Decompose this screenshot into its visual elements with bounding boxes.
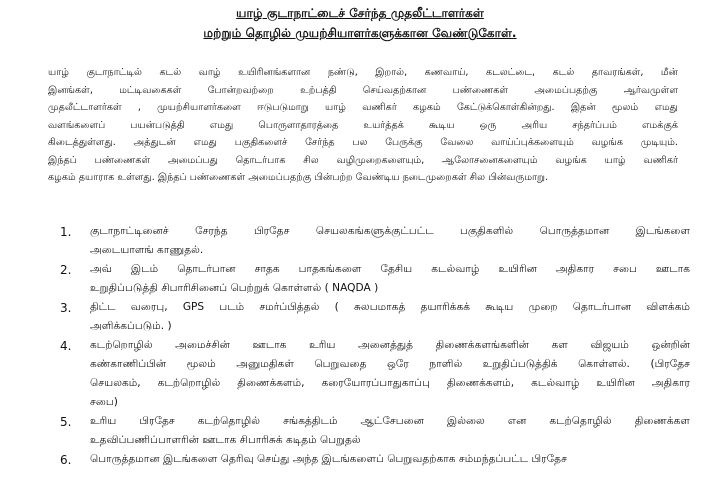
document-title-line-1: யாழ் குடாநாட்டைச் சேர்ந்த முதலீட்டாளர்கள் xyxy=(236,6,484,20)
list-item-number: 3. xyxy=(60,301,72,315)
list-item-number: 4. xyxy=(60,339,72,353)
list-item-line: உதவிப்பணிப்பாளரின் ஊடாக சிபாரிசுக் கடிதம் பெறுதல் xyxy=(90,434,361,446)
list-item-text xyxy=(90,336,690,412)
list-item-line: அடையாளங் காணுதல். xyxy=(90,244,204,256)
list-item-line: கடற்றொழில் அமைச்சின் ஊடாக உரிய அனைத்துத் திணைக்களங்களின் கள விஜயம் ஒன்றின் xyxy=(90,339,690,351)
intro-line: இந்தப் பண்ணைகள் அமைப்பது தொடர்பாக சில வழிமுறைகளையும், ஆலோசனைகளையும் வழங்க யாழ் வணிகர் xyxy=(48,154,678,166)
list-item-number: 2. xyxy=(60,263,72,277)
list-item-text xyxy=(90,222,690,260)
list-item-number: 6. xyxy=(60,453,72,467)
intro-line: கிடைத்துள்ளது. அத்துடன் எமது பகுதிகளைச் சேர்ந்த பல பேருக்கு வேலை வாய்ப்புக்களையும் வழங்க முடியும். xyxy=(48,137,678,148)
document-title-line-2: மற்றும் தொழில் முயற்சியாளர்களுக்கான வேண்டுகோள். xyxy=(203,26,517,40)
list-item-text xyxy=(90,412,690,450)
list-item-line: அளிக்கப்படும். ) xyxy=(90,320,172,332)
list-item-line: சபை) xyxy=(90,396,118,408)
list-item-line: திட்ட வரைபு, GPS படம் சமர்ப்பித்தல் ( சுலபமாகத் தயாரிக்கக் கூடிய முறை தொடர்பான விளக்கம் xyxy=(90,301,690,313)
list-item-line: அவ் இடம் தொடர்பான சாதக பாதகங்களை தேசிய கடல்வாழ் உயிரின அதிகார சபை ஊடாக xyxy=(90,263,690,275)
list-item-text xyxy=(90,298,690,336)
list-item-line: உரிய பிரதேச கடற்தொழில் சங்கத்திடம் ஆட்சேபனை இல்லை என கடற்தொழில் திணைக்கள xyxy=(90,415,690,427)
intro-line: இனங்கள், மட்டிவகைகள் போன்றவற்றை உற்பத்தி செய்வதற்கான பண்ணைகள் அமைப்பதற்கு ஆர்வமுள்ள xyxy=(48,84,678,96)
list-item-number: 1. xyxy=(60,225,72,239)
intro-line: முதலீட்டாளர்கள் , முயற்சியாளர்களை ஈடுபடுமாறு யாழ் வணிகர் கழகம் கேட்டுக்கொள்கின்றது. இதன் மூலம் எமது xyxy=(48,102,678,113)
intro-line: கழகம் தயாராக உள்ளது. இந்தப் பண்ணைகள் அமைப்பதற்கு பின்பற்ற வேண்டிய நடைமுறைகள் சில பின்வருமாறு. xyxy=(48,172,549,183)
list-item-line: பொருத்தமான இடங்களை தெரிவு செய்து அந்த இடங்களைப் பெறுவதற்காக சம்மந்தப்பட்ட பிரதேச xyxy=(90,453,567,465)
list-item-text xyxy=(90,260,690,298)
list-item-line: செயலகம், கடற்றொழில் திணைக்களம், கரையோரப்பாதுகாப்பு திணைக்களம், கடல்வாழ் உயிரின அதிகார xyxy=(90,377,690,389)
list-item-text xyxy=(90,450,690,469)
list-item-number: 5. xyxy=(60,415,72,429)
intro-paragraph xyxy=(48,64,678,187)
list-item-line: உறுதிப்படுத்தி சிபாரிசினைப் பெற்றுக் கொள்ளல் ( NAQDA ) xyxy=(90,282,379,294)
intro-line: வளங்களைப் பயன்படுத்தி எமது பொருளாதாரத்தை உயர்த்தக் கூடிய ஒரு அரிய சந்தர்ப்பம் எமக்குக் xyxy=(48,119,678,131)
list-item-line: கண்காணிப்பின் மூலம் அனுமதிகள் பெறுவதை ஒரே நாளில் உறுதிப்படுத்திக் கொள்ளல். (பிரதேச xyxy=(90,358,690,370)
intro-line: யாழ் குடாநாட்டில் கடல் வாழ் உயிரினங்களான நண்டு, இறால், கணவாய், கடலட்டை, கடல் தாவரங்கள், மீன் xyxy=(48,67,678,78)
list-item-line: குடாநாட்டினைச் சேரந்த பிரதேச செயலகங்களுக்குட்பட்ட பகுதிகளில் பொருத்தமான இடங்களை xyxy=(90,225,690,237)
